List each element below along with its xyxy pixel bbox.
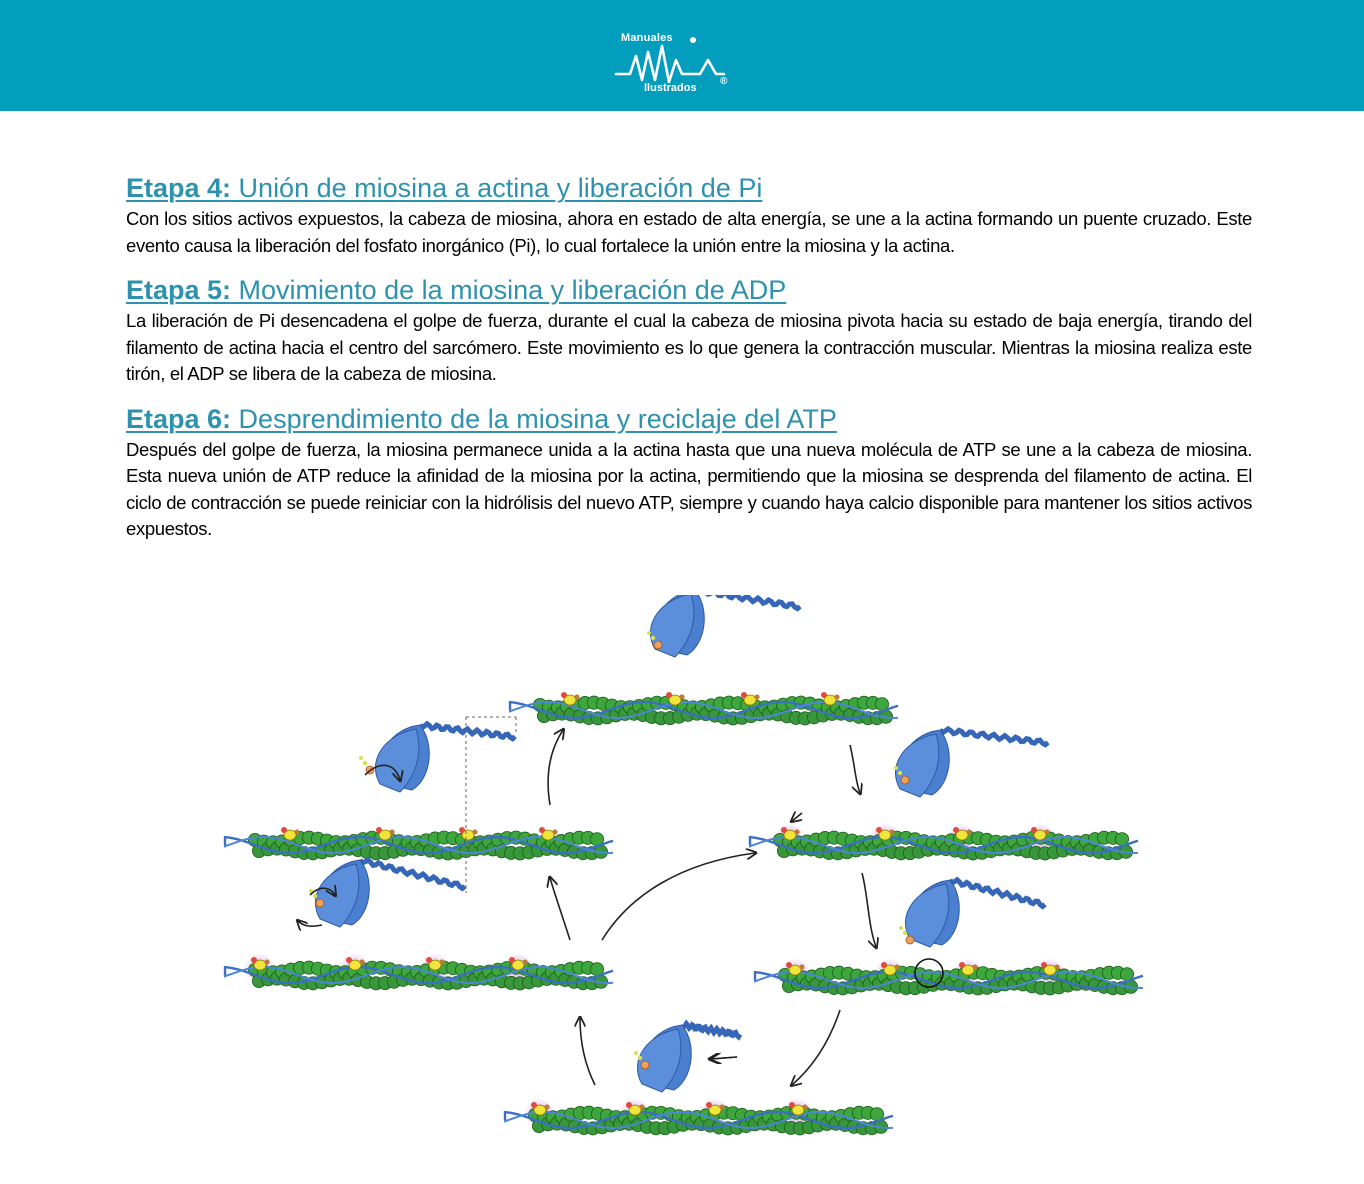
troponin-subunit [509, 957, 515, 963]
troponin-subunit [741, 692, 747, 698]
phosphate-marker [894, 766, 898, 770]
myosin-molecule [375, 724, 515, 792]
troponin-subunit [346, 957, 352, 963]
troponin-subunit [389, 829, 394, 834]
cycle-arrow [298, 921, 322, 926]
phosphate-marker [647, 631, 651, 635]
actin-filament [225, 953, 613, 990]
nucleotide [359, 756, 374, 774]
cycle-arrow [602, 853, 755, 940]
registered-mark: ® [720, 76, 728, 87]
adp-marker [901, 776, 909, 784]
troponin-subunit [281, 827, 287, 833]
troponin-subunit [679, 694, 684, 699]
header-bar [0, 0, 1364, 111]
phosphate-marker [363, 761, 367, 765]
troponin-subunit [359, 959, 364, 964]
phosphate-marker [638, 1056, 642, 1060]
troponin-subunit [531, 1102, 537, 1108]
section-body: La liberación de Pi desencadena el golpe de fuerza, durante el cual la cabeza de miosina pivota hacia su estado de baja energía, tirando del filamento de actina hacia el centro del sarcómero. Este movimiento es lo que genera la contracción muscular. Mientras la miosina realiza este tirón, el ADP se libera de la cabeza de miosina. [126, 310, 1252, 384]
cycle-arrow [792, 813, 802, 821]
troponin-subunit [881, 962, 887, 968]
troponin-subunit [789, 1102, 795, 1108]
stage-label: Etapa 5: [126, 275, 232, 305]
adp-marker [906, 936, 914, 944]
troponin-subunit [459, 827, 465, 833]
section-stage-4 [126, 170, 1252, 259]
myosin-molecule [905, 880, 1045, 947]
myosin-tail [695, 595, 800, 609]
troponin-subunit [781, 827, 787, 833]
phosphate-marker [898, 771, 902, 775]
section-heading [126, 170, 1252, 206]
troponin-subunit [719, 1104, 724, 1109]
adp-marker [654, 641, 662, 649]
troponin-subunit [1031, 827, 1037, 833]
troponin-subunit [1041, 962, 1047, 968]
troponin-subunit [972, 964, 977, 969]
troponin-subunit [959, 962, 965, 968]
actin-filament [510, 692, 898, 725]
stage-label: Etapa 6: [126, 403, 232, 434]
section-body: Después del golpe de fuerza, la miosina permanece unida a la actina hasta que una nueva molécula de ATP se une a la cabeza de miosina. Esta nueva unión de ATP reduce la afinidad de la miosina por la actina, permitiendo que la miosina se desprenda del filamento de actina. El ciclo de contracción se puede reiniciar con la hidrólisis del nuevo ATP, siempre y cuando haya calcio disponible para mantener los sitios activos expuestos. [126, 438, 1252, 539]
troponin-subunit [264, 959, 269, 964]
troponin-subunit [376, 827, 382, 833]
troponin-subunit [786, 962, 792, 968]
troponin-subunit [639, 1104, 644, 1109]
troponin-subunit [626, 1102, 632, 1108]
troponin-subunit [706, 1102, 712, 1108]
cycle-arrow [792, 1010, 840, 1085]
myosin-tail [360, 860, 465, 888]
stage-title: Movimiento de la miosina y liberación de ADP [231, 275, 787, 305]
document-content [126, 170, 1252, 556]
troponin-subunit [539, 827, 545, 833]
phosphate-marker [651, 636, 655, 640]
troponin-subunit [426, 957, 432, 963]
section-stage-5 [126, 272, 1252, 388]
troponin-subunit [552, 829, 557, 834]
troponin-subunit [522, 959, 527, 964]
troponin-subunit [1044, 829, 1049, 834]
myosin-molecule [895, 729, 1048, 797]
brand-name-top: Manuales [621, 32, 673, 44]
section-stage-6 [126, 401, 1252, 543]
cross-bridge-cycle-diagram [200, 595, 1160, 1165]
myosin-tail [420, 724, 515, 739]
troponin-subunit [889, 829, 894, 834]
stage-title: Desprendimiento de la miosina y reciclaje del ATP [231, 403, 837, 434]
section-heading [126, 272, 1252, 308]
troponin-subunit [802, 1104, 807, 1109]
troponin-subunit [574, 694, 579, 699]
myosin-molecule [650, 595, 800, 657]
cycle-arrow [548, 730, 563, 805]
phosphate-marker [899, 926, 903, 930]
troponin-subunit [754, 694, 759, 699]
actin-filament [505, 1098, 893, 1135]
cycle-arrow [850, 745, 860, 793]
stage-label: Etapa 4: [126, 173, 232, 203]
troponin-subunit [544, 1104, 549, 1109]
myosin-molecule [315, 860, 465, 927]
section-heading [126, 401, 1252, 437]
actin-filament [225, 827, 613, 860]
phosphate-marker [359, 756, 363, 760]
actin-filament [750, 823, 1138, 860]
troponin-subunit [876, 827, 882, 833]
troponin-subunit [794, 829, 799, 834]
myosin-tail [682, 1024, 740, 1037]
cycle-arrow [550, 878, 570, 940]
adp-marker [316, 899, 324, 907]
phosphate-marker [903, 931, 907, 935]
troponin-subunit [666, 692, 672, 698]
sarcomere-guide [466, 717, 516, 893]
cycle-arrow [712, 1057, 737, 1059]
phosphate-marker [634, 1051, 638, 1055]
section-body: Con los sitios activos expuestos, la cabeza de miosina, ahora en estado de alta energía, se une a la actina formando un puente cruzado. Este evento causa la liberación del fosfato inorgánico (Pi), lo cual fortalece la unión entre la miosina y la actina. [126, 208, 1252, 256]
myosin-tail [950, 880, 1045, 907]
troponin-subunit [439, 959, 444, 964]
troponin-subunit [799, 964, 804, 969]
troponin-subunit [966, 829, 971, 834]
brand-name-bottom: Ilustrados [644, 82, 697, 94]
brand-logo[interactable] [612, 30, 742, 100]
stage-title: Unión de miosina a actina y liberación de Pi [231, 173, 763, 203]
troponin-subunit [894, 964, 899, 969]
phosphate-marker [313, 894, 317, 898]
troponin-subunit [472, 829, 477, 834]
troponin-subunit [1054, 964, 1059, 969]
actin-filament [755, 958, 1143, 995]
troponin-subunit [821, 692, 827, 698]
troponin-subunit [834, 694, 839, 699]
adp-marker [641, 1061, 649, 1069]
cycle-arrow [580, 1018, 595, 1085]
troponin-subunit [251, 957, 257, 963]
troponin-subunit [953, 827, 959, 833]
myosin-tail [940, 729, 1048, 745]
troponin-subunit [294, 829, 299, 834]
cycle-arrow [862, 873, 876, 947]
troponin-subunit [561, 692, 567, 698]
